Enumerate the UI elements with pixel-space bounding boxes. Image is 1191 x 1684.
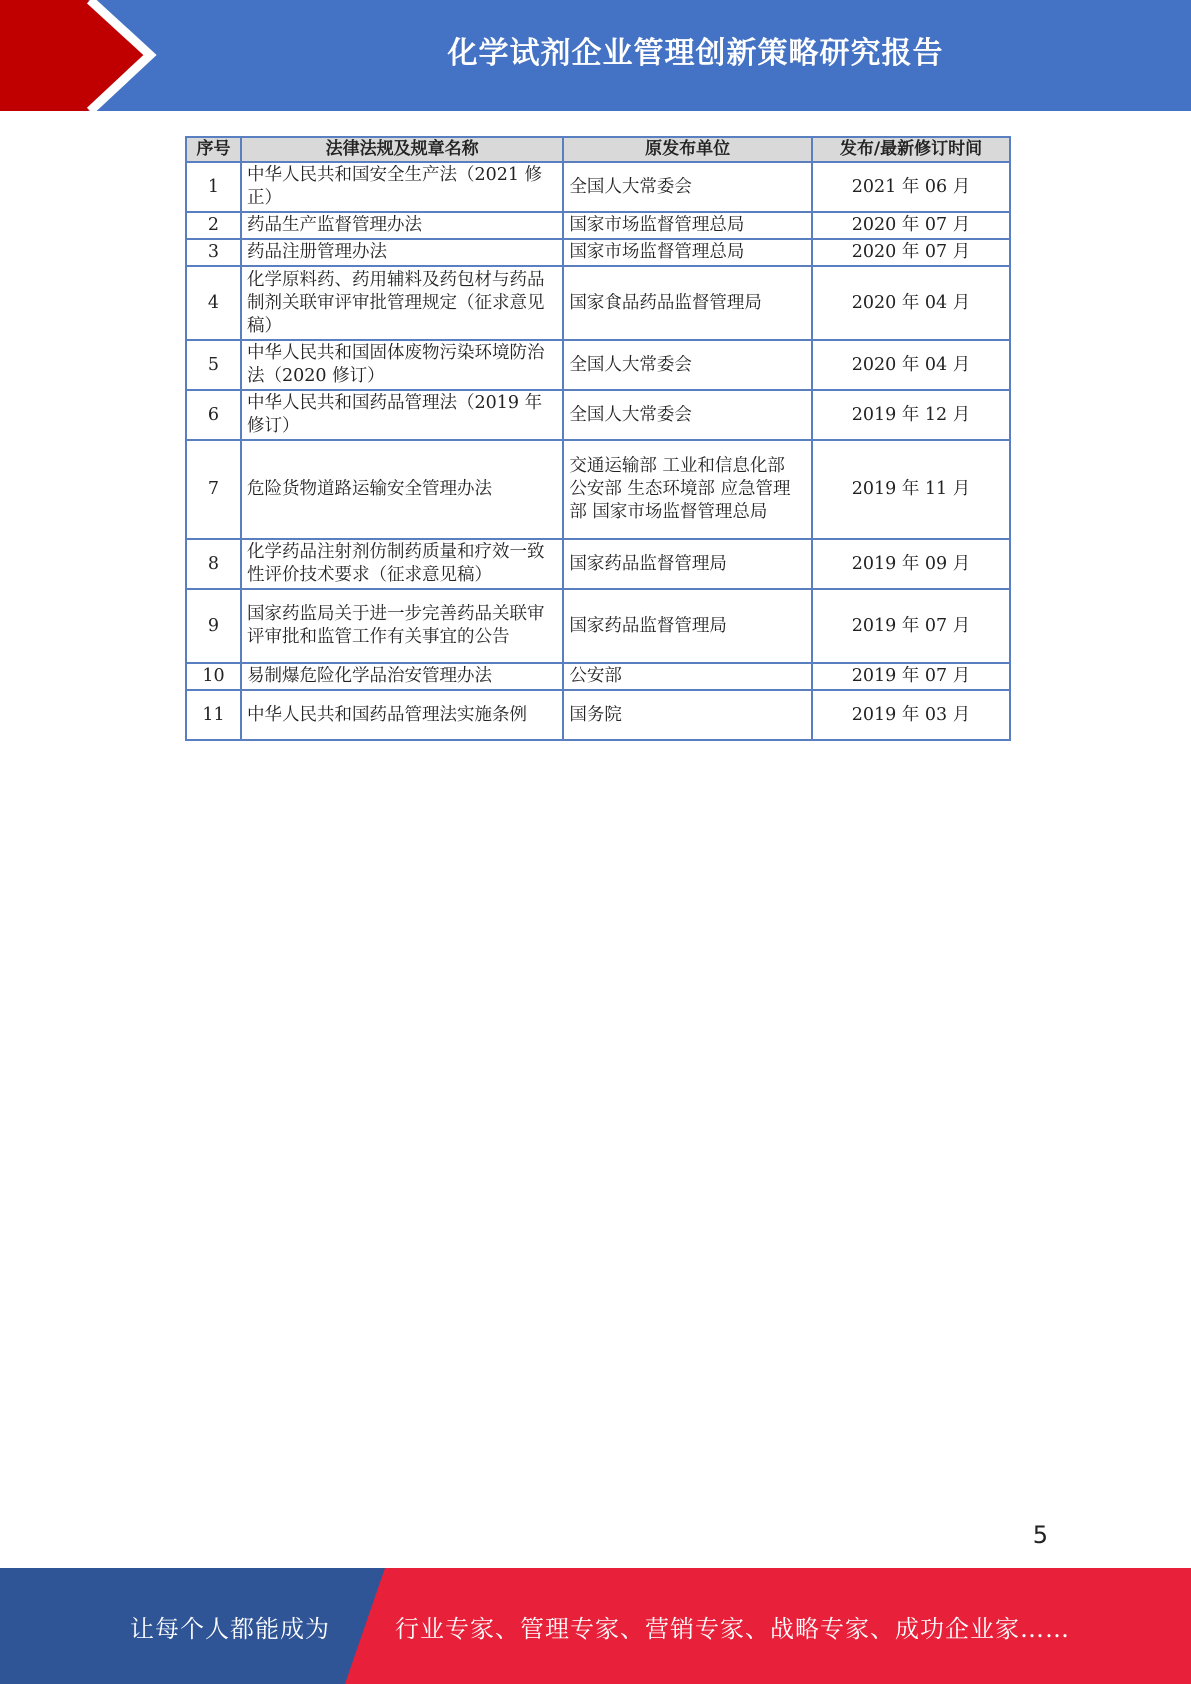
table-row: [186, 390, 1010, 440]
row-number: 3: [186, 239, 241, 266]
row-number: 10: [186, 663, 241, 690]
table-row: [186, 212, 1010, 239]
regulations-table-container: [185, 136, 1011, 741]
revision-date: 2019 年 07 月: [812, 589, 1010, 663]
table-row: [186, 266, 1010, 340]
column-header-name: 法律法规及规章名称: [241, 137, 563, 162]
page-number: 5: [1032, 1521, 1048, 1549]
row-number: 7: [186, 440, 241, 539]
regulation-name: 易制爆危险化学品治安管理办法: [241, 663, 563, 690]
revision-date: 2020 年 04 月: [812, 266, 1010, 340]
footer-slogan-right: 行业专家、管理专家、营销专家、战略专家、成功企业家……: [395, 1614, 1070, 1643]
regulation-name: 中华人民共和国药品管理法（2019 年修订）: [241, 390, 563, 440]
table-row: [186, 539, 1010, 589]
row-number: 2: [186, 212, 241, 239]
issuing-unit: 交通运输部 工业和信息化部 公安部 生态环境部 应急管理部 国家市场监督管理总局: [563, 440, 812, 539]
revision-date: 2020 年 07 月: [812, 212, 1010, 239]
table-row: [186, 589, 1010, 663]
column-header-number: 序号: [186, 137, 241, 162]
chevron-banner-icon: [0, 0, 160, 111]
row-number: 4: [186, 266, 241, 340]
chevron-red-shape: [0, 0, 148, 111]
table-row: [186, 162, 1010, 212]
table-row: [186, 690, 1010, 740]
regulation-name: 药品生产监督管理办法: [241, 212, 563, 239]
revision-date: 2019 年 07 月: [812, 663, 1010, 690]
page-header: [0, 0, 1191, 111]
issuing-unit: 国家市场监督管理总局: [563, 239, 812, 266]
revision-date: 2019 年 09 月: [812, 539, 1010, 589]
issuing-unit: 全国人大常委会: [563, 390, 812, 440]
table-row: [186, 340, 1010, 390]
issuing-unit: 国务院: [563, 690, 812, 740]
regulation-name: 中华人民共和国固体废物污染环境防治法（2020 修订）: [241, 340, 563, 390]
column-header-unit: 原发布单位: [563, 137, 812, 162]
revision-date: 2019 年 12 月: [812, 390, 1010, 440]
issuing-unit: 国家食品药品监督管理局: [563, 266, 812, 340]
regulations-table: [185, 136, 1011, 741]
issuing-unit: 国家药品监督管理局: [563, 589, 812, 663]
regulation-name: 中华人民共和国药品管理法实施条例: [241, 690, 563, 740]
row-number: 5: [186, 340, 241, 390]
revision-date: 2021 年 06 月: [812, 162, 1010, 212]
revision-date: 2020 年 04 月: [812, 340, 1010, 390]
regulation-name: 化学原料药、药用辅料及药包材与药品制剂关联审评审批管理规定（征求意见稿）: [241, 266, 563, 340]
row-number: 1: [186, 162, 241, 212]
regulation-name: 化学药品注射剂仿制药质量和疗效一致性评价技术要求（征求意见稿）: [241, 539, 563, 589]
row-number: 6: [186, 390, 241, 440]
page-footer: [0, 1568, 1191, 1684]
regulation-name: 药品注册管理办法: [241, 239, 563, 266]
row-number: 11: [186, 690, 241, 740]
regulation-name: 危险货物道路运输安全管理办法: [241, 440, 563, 539]
table-row: [186, 239, 1010, 266]
row-number: 8: [186, 539, 241, 589]
footer-slogan-left: 让每个人都能成为: [130, 1614, 330, 1643]
revision-date: 2020 年 07 月: [812, 239, 1010, 266]
table-row: [186, 440, 1010, 539]
revision-date: 2019 年 11 月: [812, 440, 1010, 539]
report-title: 化学试剂企业管理创新策略研究报告: [447, 36, 944, 71]
issuing-unit: 国家药品监督管理局: [563, 539, 812, 589]
table-row: [186, 663, 1010, 690]
regulation-name: 国家药监局关于进一步完善药品关联审评审批和监管工作有关事宜的公告: [241, 589, 563, 663]
revision-date: 2019 年 03 月: [812, 690, 1010, 740]
issuing-unit: 国家市场监督管理总局: [563, 212, 812, 239]
issuing-unit: 全国人大常委会: [563, 162, 812, 212]
column-header-date: 发布/最新修订时间: [812, 137, 1010, 162]
issuing-unit: 公安部: [563, 663, 812, 690]
table-header-row: [186, 137, 1010, 162]
issuing-unit: 全国人大常委会: [563, 340, 812, 390]
regulation-name: 中华人民共和国安全生产法（2021 修正）: [241, 162, 563, 212]
row-number: 9: [186, 589, 241, 663]
